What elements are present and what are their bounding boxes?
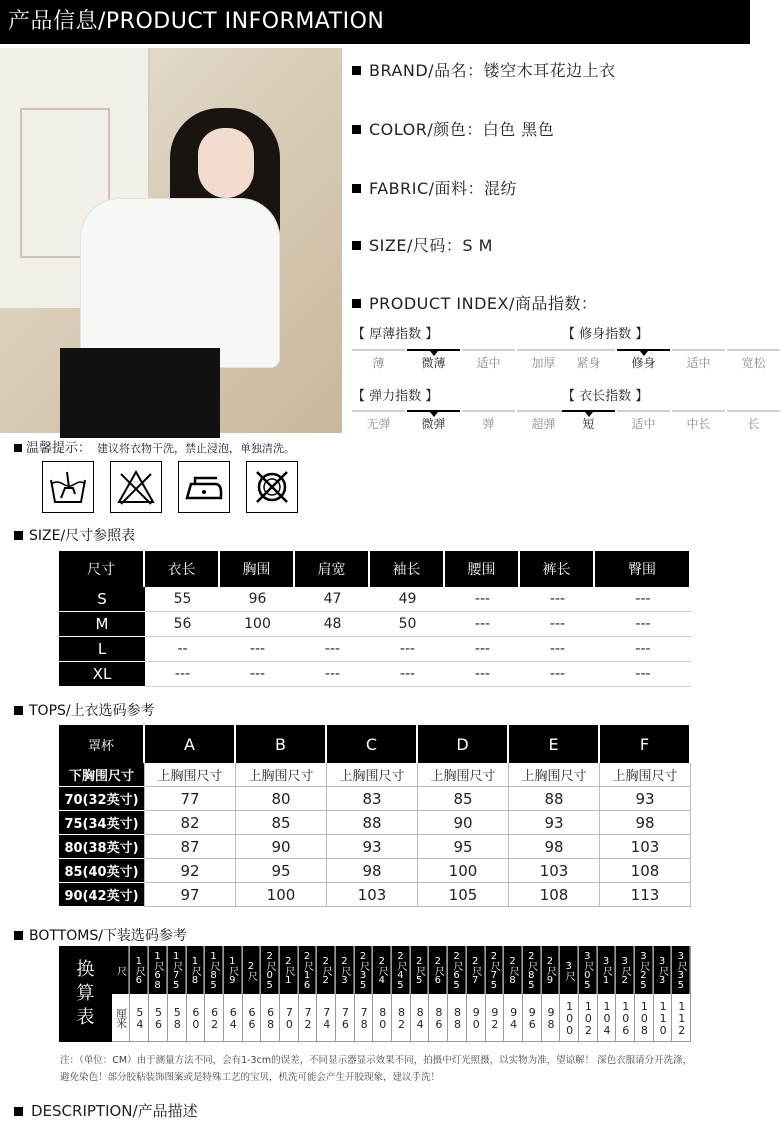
- table-cell: ---: [520, 637, 595, 662]
- footnote: 注：（单位：CM）由于测量方法不同，会有1-3cm的误差，不同显示器显示效果不同，拍摄中灯光照摄，以实物为准，望谅解！ 深色衣服请分开洗涤，避免染色！部分胶粘装饰图案或是特殊工艺的宝贝，机洗可能会产生开胶现象，建议手洗！: [60, 1055, 693, 1083]
- cm-size: 70: [280, 994, 298, 1042]
- tops-table-header: E: [509, 725, 600, 763]
- cm-size: 104: [598, 994, 616, 1042]
- conversion-column: [168, 946, 187, 1042]
- care-tip: 温馨提示： 建议将衣物干洗，禁止浸泡，单独清洗。: [14, 437, 295, 456]
- chi-size: 1尺85: [205, 946, 223, 994]
- conversion-column: [560, 946, 579, 1042]
- conversion-column: [355, 946, 374, 1042]
- size-table-header: 肩宽: [295, 551, 370, 587]
- chi-size: 2尺9: [542, 946, 560, 994]
- fabric-line: FABRIC/面料：混纺: [352, 176, 517, 199]
- conversion-label-char: 算: [76, 983, 95, 1004]
- cm-size: 76: [336, 994, 354, 1042]
- table-cell: 108: [600, 859, 691, 883]
- length-option: 长: [727, 410, 780, 434]
- tops-table-header: F: [600, 725, 691, 763]
- elastic-option: 无弹: [352, 410, 405, 434]
- cm-size: 94: [504, 994, 522, 1042]
- table-cell: 105: [418, 883, 509, 907]
- tops-table-title: TOPS/上衣选码参考: [14, 700, 155, 720]
- chi-size: 3尺3: [654, 946, 672, 994]
- table-row: [59, 587, 691, 612]
- table-cell: 83: [327, 787, 418, 811]
- chi-size: 2尺2: [317, 946, 335, 994]
- table-cell: 88: [509, 787, 600, 811]
- size-table-header: 腰围: [445, 551, 520, 587]
- conversion-column: [467, 946, 486, 1042]
- table-cell: 下胸围尺寸: [59, 763, 145, 787]
- size-table-header: 衣长: [145, 551, 220, 587]
- thickness-option: 薄: [352, 349, 405, 373]
- conversion-column: [149, 946, 168, 1042]
- table-cell: ---: [595, 612, 691, 637]
- conversion-column: [523, 946, 542, 1042]
- table-cell: ---: [295, 662, 370, 687]
- cm-size: 100: [560, 994, 578, 1042]
- fit-option: 宽松: [727, 349, 780, 373]
- conversion-column: [112, 946, 131, 1042]
- product-photo: [0, 48, 342, 433]
- table-row: [59, 859, 691, 883]
- bottoms-title: BOTTOMS/下装选码参考: [14, 925, 187, 945]
- chi-size: 1尺68: [149, 946, 167, 994]
- size-table-header: 尺寸: [59, 551, 145, 587]
- conversion-column: [392, 946, 411, 1042]
- elastic-option: 微弹: [407, 410, 460, 434]
- table-cell: 上胸围尺寸: [509, 763, 600, 787]
- table-cell: 100: [220, 612, 295, 637]
- tops-table-header: 罩杯: [59, 725, 145, 763]
- chi-size: 2尺6: [429, 946, 447, 994]
- table-cell: 90(42英寸): [59, 883, 145, 907]
- chi-size: 2尺: [243, 946, 261, 994]
- conversion-column: [579, 946, 598, 1042]
- conversion-column: [205, 946, 224, 1042]
- table-row: [59, 787, 691, 811]
- table-cell: ---: [220, 662, 295, 687]
- conversion-column: [224, 946, 243, 1042]
- conversion-column: [243, 946, 262, 1042]
- page-title: 产品信息/PRODUCT INFORMATION: [0, 0, 750, 44]
- chi-size: 2尺8: [504, 946, 522, 994]
- chi-size: 3尺35: [672, 946, 690, 994]
- conversion-label-char: 表: [76, 1007, 95, 1028]
- table-cell: 95: [236, 859, 327, 883]
- table-cell: 85: [418, 787, 509, 811]
- table-cell: 70(32英寸): [59, 787, 145, 811]
- table-cell: 103: [327, 883, 418, 907]
- table-cell: 上胸围尺寸: [145, 763, 236, 787]
- chi-size: 3尺05: [579, 946, 597, 994]
- description-title: DESCRIPTION/产品描述: [14, 1100, 198, 1121]
- conversion-column: [336, 946, 355, 1042]
- size-line: SIZE/尺码：S M: [352, 233, 493, 256]
- chi-size: 1尺75: [168, 946, 186, 994]
- table-cell: XL: [59, 662, 145, 687]
- cm-size: 58: [168, 994, 186, 1042]
- table-cell: ---: [445, 662, 520, 687]
- tops-table: [59, 725, 691, 907]
- size-table-title: SIZE/尺寸参照表: [14, 525, 135, 545]
- table-cell: 93: [600, 787, 691, 811]
- cm-size: 90: [467, 994, 485, 1042]
- cm-size: 102: [579, 994, 597, 1042]
- cm-size: 64: [224, 994, 242, 1042]
- table-cell: ---: [445, 587, 520, 612]
- chi-size: 3尺25: [635, 946, 653, 994]
- conversion-column: [411, 946, 430, 1042]
- fit-option: 紧身: [562, 349, 615, 373]
- cm-size: 78: [355, 994, 373, 1042]
- size-table: [59, 551, 691, 687]
- table-cell: 95: [418, 835, 509, 859]
- table-cell: 85: [236, 811, 327, 835]
- table-cell: 113: [600, 883, 691, 907]
- table-cell: 87: [145, 835, 236, 859]
- chi-size: 2尺45: [392, 946, 410, 994]
- table-cell: 98: [327, 859, 418, 883]
- table-cell: 96: [220, 587, 295, 612]
- cm-size: 88: [448, 994, 466, 1042]
- table-cell: 90: [418, 811, 509, 835]
- table-cell: ---: [370, 637, 445, 662]
- table-cell: ---: [370, 662, 445, 687]
- conversion-column: [373, 946, 392, 1042]
- cm-size: 106: [616, 994, 634, 1042]
- size-table-header: 胸围: [220, 551, 295, 587]
- table-cell: 103: [600, 835, 691, 859]
- table-cell: 93: [327, 835, 418, 859]
- table-cell: 100: [236, 883, 327, 907]
- table-cell: 88: [327, 811, 418, 835]
- cm-size: 厘米: [112, 994, 130, 1042]
- table-row: [59, 883, 691, 907]
- elastic-option: 超弹: [517, 410, 570, 434]
- table-cell: 上胸围尺寸: [236, 763, 327, 787]
- iron-icon: [178, 461, 230, 513]
- chi-size: 3尺2: [616, 946, 634, 994]
- conversion-column: [542, 946, 561, 1042]
- table-cell: ---: [520, 587, 595, 612]
- table-cell: 98: [509, 835, 600, 859]
- table-cell: 49: [370, 587, 445, 612]
- table-row: [59, 763, 691, 787]
- thickness-option: 适中: [462, 349, 515, 373]
- table-cell: ---: [595, 637, 691, 662]
- table-cell: 108: [509, 883, 600, 907]
- thickness-option: 微薄: [407, 349, 460, 373]
- table-cell: 90: [236, 835, 327, 859]
- table-cell: 98: [600, 811, 691, 835]
- table-cell: 82: [145, 811, 236, 835]
- conversion-column: [429, 946, 448, 1042]
- conversion-column: [654, 946, 673, 1042]
- chi-size: 1尺6: [130, 946, 148, 994]
- table-cell: ---: [145, 662, 220, 687]
- table-cell: ---: [595, 587, 691, 612]
- table-cell: ---: [595, 662, 691, 687]
- length-option: 中长: [672, 410, 725, 434]
- table-cell: 77: [145, 787, 236, 811]
- table-cell: 上胸围尺寸: [418, 763, 509, 787]
- chi-size: 2尺75: [486, 946, 504, 994]
- conversion-column: [635, 946, 654, 1042]
- cm-size: 66: [243, 994, 261, 1042]
- thickness-option: 加厚: [517, 349, 570, 373]
- cm-size: 56: [149, 994, 167, 1042]
- chi-size: 2尺65: [448, 946, 466, 994]
- conversion-column: [317, 946, 336, 1042]
- chi-size: 2尺3: [336, 946, 354, 994]
- table-cell: 103: [509, 859, 600, 883]
- color-line: COLOR/颜色：白色 黑色: [352, 117, 554, 140]
- cm-size: 112: [672, 994, 690, 1042]
- length-scale: [562, 410, 782, 434]
- fit-option: 适中: [672, 349, 725, 373]
- product-index-line: PRODUCT INDEX/商品指数：: [352, 291, 597, 314]
- table-cell: ---: [295, 637, 370, 662]
- table-cell: 85(40英寸): [59, 859, 145, 883]
- table-cell: 55: [145, 587, 220, 612]
- table-cell: M: [59, 612, 145, 637]
- fit-option: 修身: [617, 349, 670, 373]
- table-cell: L: [59, 637, 145, 662]
- no-bleach-icon: [110, 461, 162, 513]
- table-cell: 47: [295, 587, 370, 612]
- table-cell: 80(38英寸): [59, 835, 145, 859]
- table-row: [59, 811, 691, 835]
- thickness-index-label: 【 厚薄指数 】: [352, 327, 439, 342]
- cm-size: 60: [187, 994, 205, 1042]
- conversion-column: [448, 946, 467, 1042]
- chi-size: 尺: [112, 946, 130, 994]
- tops-table-header: D: [418, 725, 509, 763]
- fit-scale: [562, 349, 782, 373]
- chi-size: 2尺1: [280, 946, 298, 994]
- table-cell: ---: [445, 612, 520, 637]
- table-cell: S: [59, 587, 145, 612]
- table-cell: 92: [145, 859, 236, 883]
- cm-size: 96: [523, 994, 541, 1042]
- chi-size: 2尺4: [373, 946, 391, 994]
- table-row: [59, 662, 691, 687]
- cm-size: 92: [486, 994, 504, 1042]
- table-cell: --: [145, 637, 220, 662]
- chi-size: 2尺16: [299, 946, 317, 994]
- chi-size: 3尺1: [598, 946, 616, 994]
- length-option: 短: [562, 410, 615, 434]
- cm-size: 110: [654, 994, 672, 1042]
- cm-size: 72: [299, 994, 317, 1042]
- table-cell: ---: [520, 662, 595, 687]
- no-dry-clean-icon: [246, 461, 298, 513]
- chi-size: 2尺35: [355, 946, 373, 994]
- cm-size: 86: [429, 994, 447, 1042]
- length-index-label: 【 衣长指数 】: [562, 389, 649, 404]
- elastic-index-label: 【 弹力指数 】: [352, 389, 439, 404]
- length-option: 适中: [617, 410, 670, 434]
- size-table-header: 袖长: [370, 551, 445, 587]
- cm-size: 62: [205, 994, 223, 1042]
- table-cell: 上胸围尺寸: [600, 763, 691, 787]
- size-table-header: 裤长: [520, 551, 595, 587]
- chi-size: 2尺85: [523, 946, 541, 994]
- tops-table-header: C: [327, 725, 418, 763]
- conversion-column: [299, 946, 318, 1042]
- conversion-column: [672, 946, 691, 1042]
- table-cell: 上胸围尺寸: [327, 763, 418, 787]
- thickness-scale: [352, 349, 572, 373]
- table-cell: 50: [370, 612, 445, 637]
- table-cell: ---: [445, 637, 520, 662]
- table-cell: 93: [509, 811, 600, 835]
- chi-size: 1尺8: [187, 946, 205, 994]
- fit-index-label: 【 修身指数 】: [562, 327, 649, 342]
- brand-line: BRAND/品名：镂空木耳花边上衣: [352, 58, 616, 81]
- chi-size: 1尺9: [224, 946, 242, 994]
- cm-size: 98: [542, 994, 560, 1042]
- table-row: [59, 835, 691, 859]
- tops-table-header: B: [236, 725, 327, 763]
- table-cell: 97: [145, 883, 236, 907]
- table-cell: 48: [295, 612, 370, 637]
- cm-size: 74: [317, 994, 335, 1042]
- table-cell: 75(34英寸): [59, 811, 145, 835]
- table-cell: 80: [236, 787, 327, 811]
- chi-size: 2尺05: [261, 946, 279, 994]
- tops-table-header: A: [145, 725, 236, 763]
- conversion-column: [598, 946, 617, 1042]
- size-table-header: 臀围: [595, 551, 691, 587]
- elastic-scale: [352, 410, 572, 434]
- chi-size: 2尺5: [411, 946, 429, 994]
- conversion-column: [616, 946, 635, 1042]
- conversion-column: [280, 946, 299, 1042]
- chi-size: 3尺: [560, 946, 578, 994]
- conversion-label-char: 换: [76, 959, 95, 980]
- conversion-label: [59, 946, 112, 1042]
- conversion-column: [504, 946, 523, 1042]
- cm-size: 84: [411, 994, 429, 1042]
- cm-size: 68: [261, 994, 279, 1042]
- conversion-column: [486, 946, 505, 1042]
- table-cell: 100: [418, 859, 509, 883]
- chi-size: 2尺7: [467, 946, 485, 994]
- elastic-option: 弹: [462, 410, 515, 434]
- table-cell: ---: [520, 612, 595, 637]
- table-cell: ---: [220, 637, 295, 662]
- table-cell: 56: [145, 612, 220, 637]
- table-row: [59, 637, 691, 662]
- table-row: [59, 612, 691, 637]
- hand-wash-icon: [42, 461, 94, 513]
- conversion-column: [261, 946, 280, 1042]
- cm-size: 82: [392, 994, 410, 1042]
- conversion-column: [187, 946, 206, 1042]
- bottoms-conversion-table: [59, 946, 691, 1042]
- cm-size: 54: [130, 994, 148, 1042]
- cm-size: 108: [635, 994, 653, 1042]
- conversion-column: [130, 946, 149, 1042]
- cm-size: 80: [373, 994, 391, 1042]
